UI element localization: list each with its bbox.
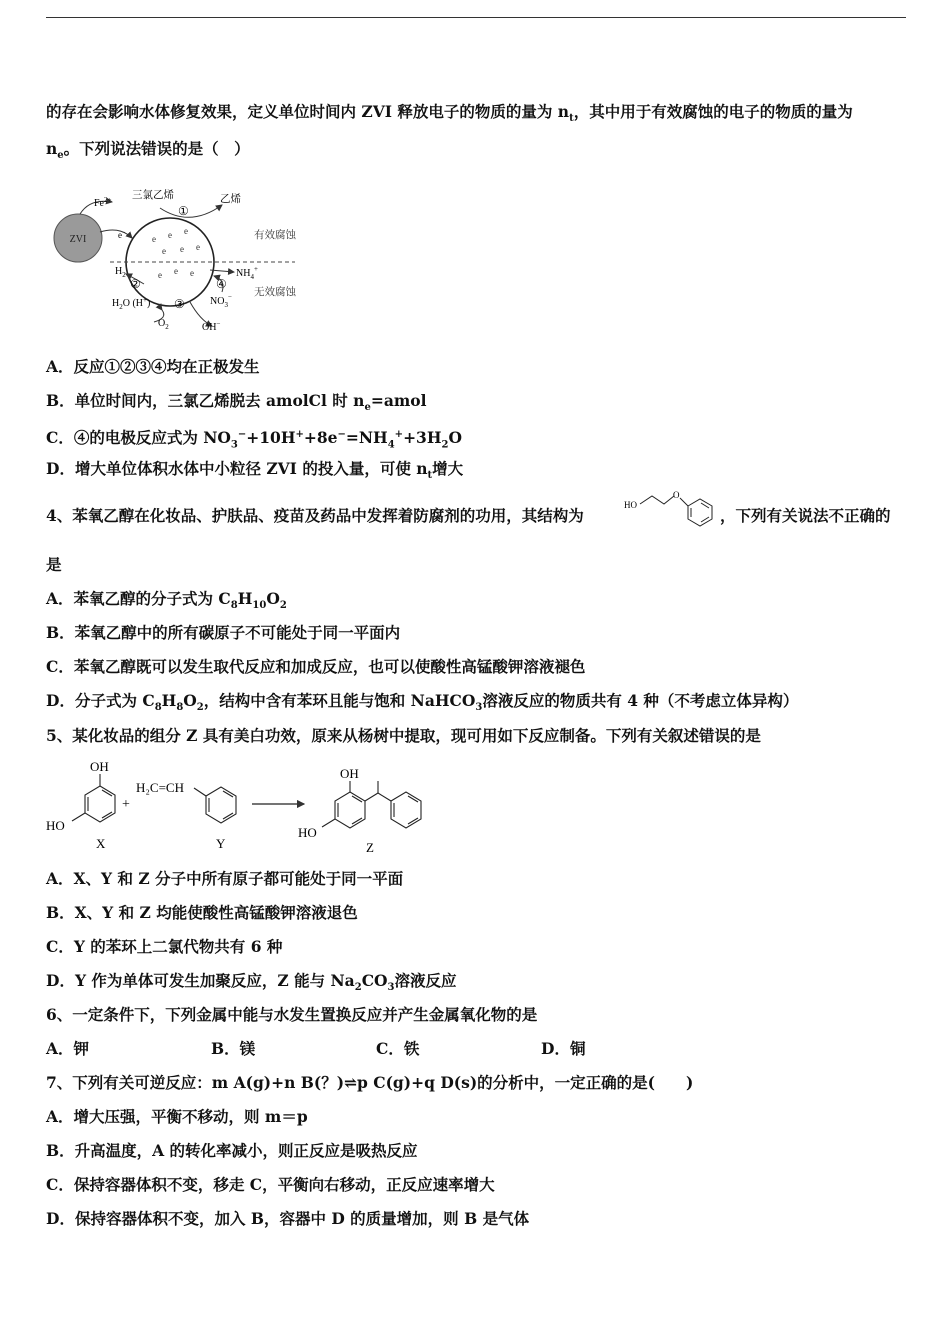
- q4-option-b: B．苯氧乙醇中的所有碳原子不可能处于同一平面内: [46, 623, 401, 642]
- q6-option-d: D．铜: [541, 1039, 586, 1058]
- effective-label: 有效腐蚀: [254, 230, 296, 241]
- q7-option-d: D．保持容器体积不变，加入 B，容器中 D 的质量增加，则 B 是气体: [46, 1209, 530, 1228]
- ineffective-label: 无效腐蚀: [254, 287, 296, 298]
- q4-stem-line2: 是: [46, 555, 62, 574]
- oh-label: OH−: [202, 320, 221, 333]
- benzene-ring-q4: [688, 499, 712, 526]
- q4-stem-tail: ，下列有关说法不正确的: [720, 506, 891, 525]
- q3-option-a: A．反应①②③④均在正极发生: [46, 357, 260, 376]
- o2-label: $O_2$: [158, 318, 169, 331]
- fe-label: $Fe^{2+}$: [94, 196, 112, 209]
- svg-text:e: e: [190, 268, 194, 278]
- q5-option-b: B．X、Y 和 Z 均能使酸性高锰酸钾溶液退色: [46, 903, 358, 922]
- q4-stem: 4、苯氧乙醇在化妆品、护肤品、疫苗及药品中发挥着防腐剂的功用，其结构为: [46, 506, 584, 525]
- svg-text:Y: Y: [216, 836, 226, 851]
- intro-line-2: $n_e$。下列说法错误的是（ ）: [46, 139, 250, 162]
- intro-line-1: 的存在会影响水体修复效果，定义单位时间内 ZVI 释放电子的物质的量为 $n_t$，其中用于有效腐蚀的电子的物质的量为: [46, 102, 853, 125]
- svg-text:Z: Z: [366, 840, 374, 855]
- step-1: ①: [178, 204, 189, 218]
- q4-option-a: A．苯氧乙醇的分子式为 $C_8H_{10}O_2$: [46, 589, 287, 612]
- svg-text:OH: OH: [90, 759, 109, 774]
- svg-text:e: e: [180, 244, 184, 254]
- svg-text:OH: OH: [340, 766, 359, 781]
- q6-stem: 6、一定条件下，下列金属中能与水发生置换反应并产生金属氧化物的是: [46, 1005, 538, 1024]
- svg-text:+: +: [122, 797, 130, 812]
- tce-label: 三氯乙烯: [132, 190, 174, 201]
- step-3: ③: [174, 297, 185, 311]
- q3-option-c: C．④的电极反应式为 $NO_3^-+10H^++8e^-=NH_4^++3H_2O$: [46, 428, 462, 451]
- step-4: ④: [216, 277, 227, 291]
- ethylene-label: 乙烯: [220, 194, 241, 205]
- q7-option-b: B．升高温度，A 的转化率减小，则正反应是吸热反应: [46, 1141, 418, 1160]
- zvi-corrosion-diagram: [50, 180, 320, 335]
- svg-text:e: e: [162, 246, 166, 256]
- svg-text:H₂C=CH: H₂C=CH: [136, 780, 184, 795]
- phenoxyethanol-structure: [622, 486, 720, 530]
- ring-y: [206, 787, 236, 823]
- q5-option-d: D．Y 作为单体可发生加聚反应，Z 能与 $Na_2CO_3$溶液反应: [46, 971, 457, 994]
- electron-label: e−: [118, 230, 126, 240]
- reaction-scheme: [40, 756, 440, 856]
- q6-option-c: C．铁: [376, 1039, 420, 1058]
- q7-stem: 7、下列有关可逆反应：m A(g)+n B(？)⇌p C(g)+q D(s)的分析中，一定正确的是( ): [46, 1073, 694, 1092]
- zvi-label: ZVI: [69, 234, 87, 245]
- water-label: $H_2O$ (H+): [112, 296, 151, 311]
- svg-text:O: O: [673, 490, 680, 500]
- q3-option-b: B．单位时间内，三氯乙烯脱去 amolCl 时 $n_e=amol$: [46, 391, 427, 414]
- electrons-group: [152, 226, 200, 280]
- h2-label: $H_2$: [115, 266, 126, 279]
- svg-text:e: e: [174, 266, 178, 276]
- q5-stem: 5、某化妆品的组分 Z 具有美白功效，原来从杨树中提取，现可用如下反应制备。下列有关叙述错误的是: [46, 726, 761, 745]
- q6-option-b: B．镁: [211, 1039, 256, 1058]
- ring-z2: [391, 792, 421, 828]
- ring-z1: [335, 792, 365, 828]
- no3-label: $NO_3^-$: [210, 293, 232, 309]
- q4-option-d: D．分子式为 $C_8H_8O_2$，结构中含有苯环且能与饱和 NaHCO$_3$溶液反应的物质共有 4 种（不考虑立体异构）: [46, 691, 799, 714]
- q7-option-c: C．保持容器体积不变，移走 C，平衡向右移动，正反应速率增大: [46, 1175, 495, 1194]
- header-rule: [46, 17, 906, 18]
- svg-text:e: e: [184, 226, 188, 236]
- svg-text:e: e: [196, 242, 200, 252]
- nh4-label: $NH_4^+$: [236, 265, 258, 281]
- q4-option-c: C．苯氧乙醇既可以发生取代反应和加成反应，也可以使酸性高锰酸钾溶液褪色: [46, 657, 586, 676]
- svg-text:HO: HO: [624, 500, 637, 510]
- q5-option-a: A．X、Y 和 Z 分子中所有原子都可能处于同一平面: [46, 869, 404, 888]
- svg-text:e: e: [168, 230, 172, 240]
- svg-text:X: X: [96, 836, 106, 851]
- q6-option-a: A．钾: [46, 1039, 90, 1058]
- q7-option-a: A．增大压强，平衡不移动，则 m＝p: [46, 1107, 308, 1126]
- svg-text:e: e: [158, 270, 162, 280]
- svg-text:HO: HO: [46, 818, 65, 833]
- ring-x: [85, 786, 115, 822]
- q5-option-c: C．Y 的苯环上二氯代物共有 6 种: [46, 937, 283, 956]
- svg-text:e: e: [152, 234, 156, 244]
- step-2: ②: [130, 277, 141, 291]
- svg-text:HO: HO: [298, 825, 317, 840]
- q3-option-d: D．增大单位体积水体中小粒径 ZVI 的投入量，可使 $n_t$增大: [46, 459, 464, 482]
